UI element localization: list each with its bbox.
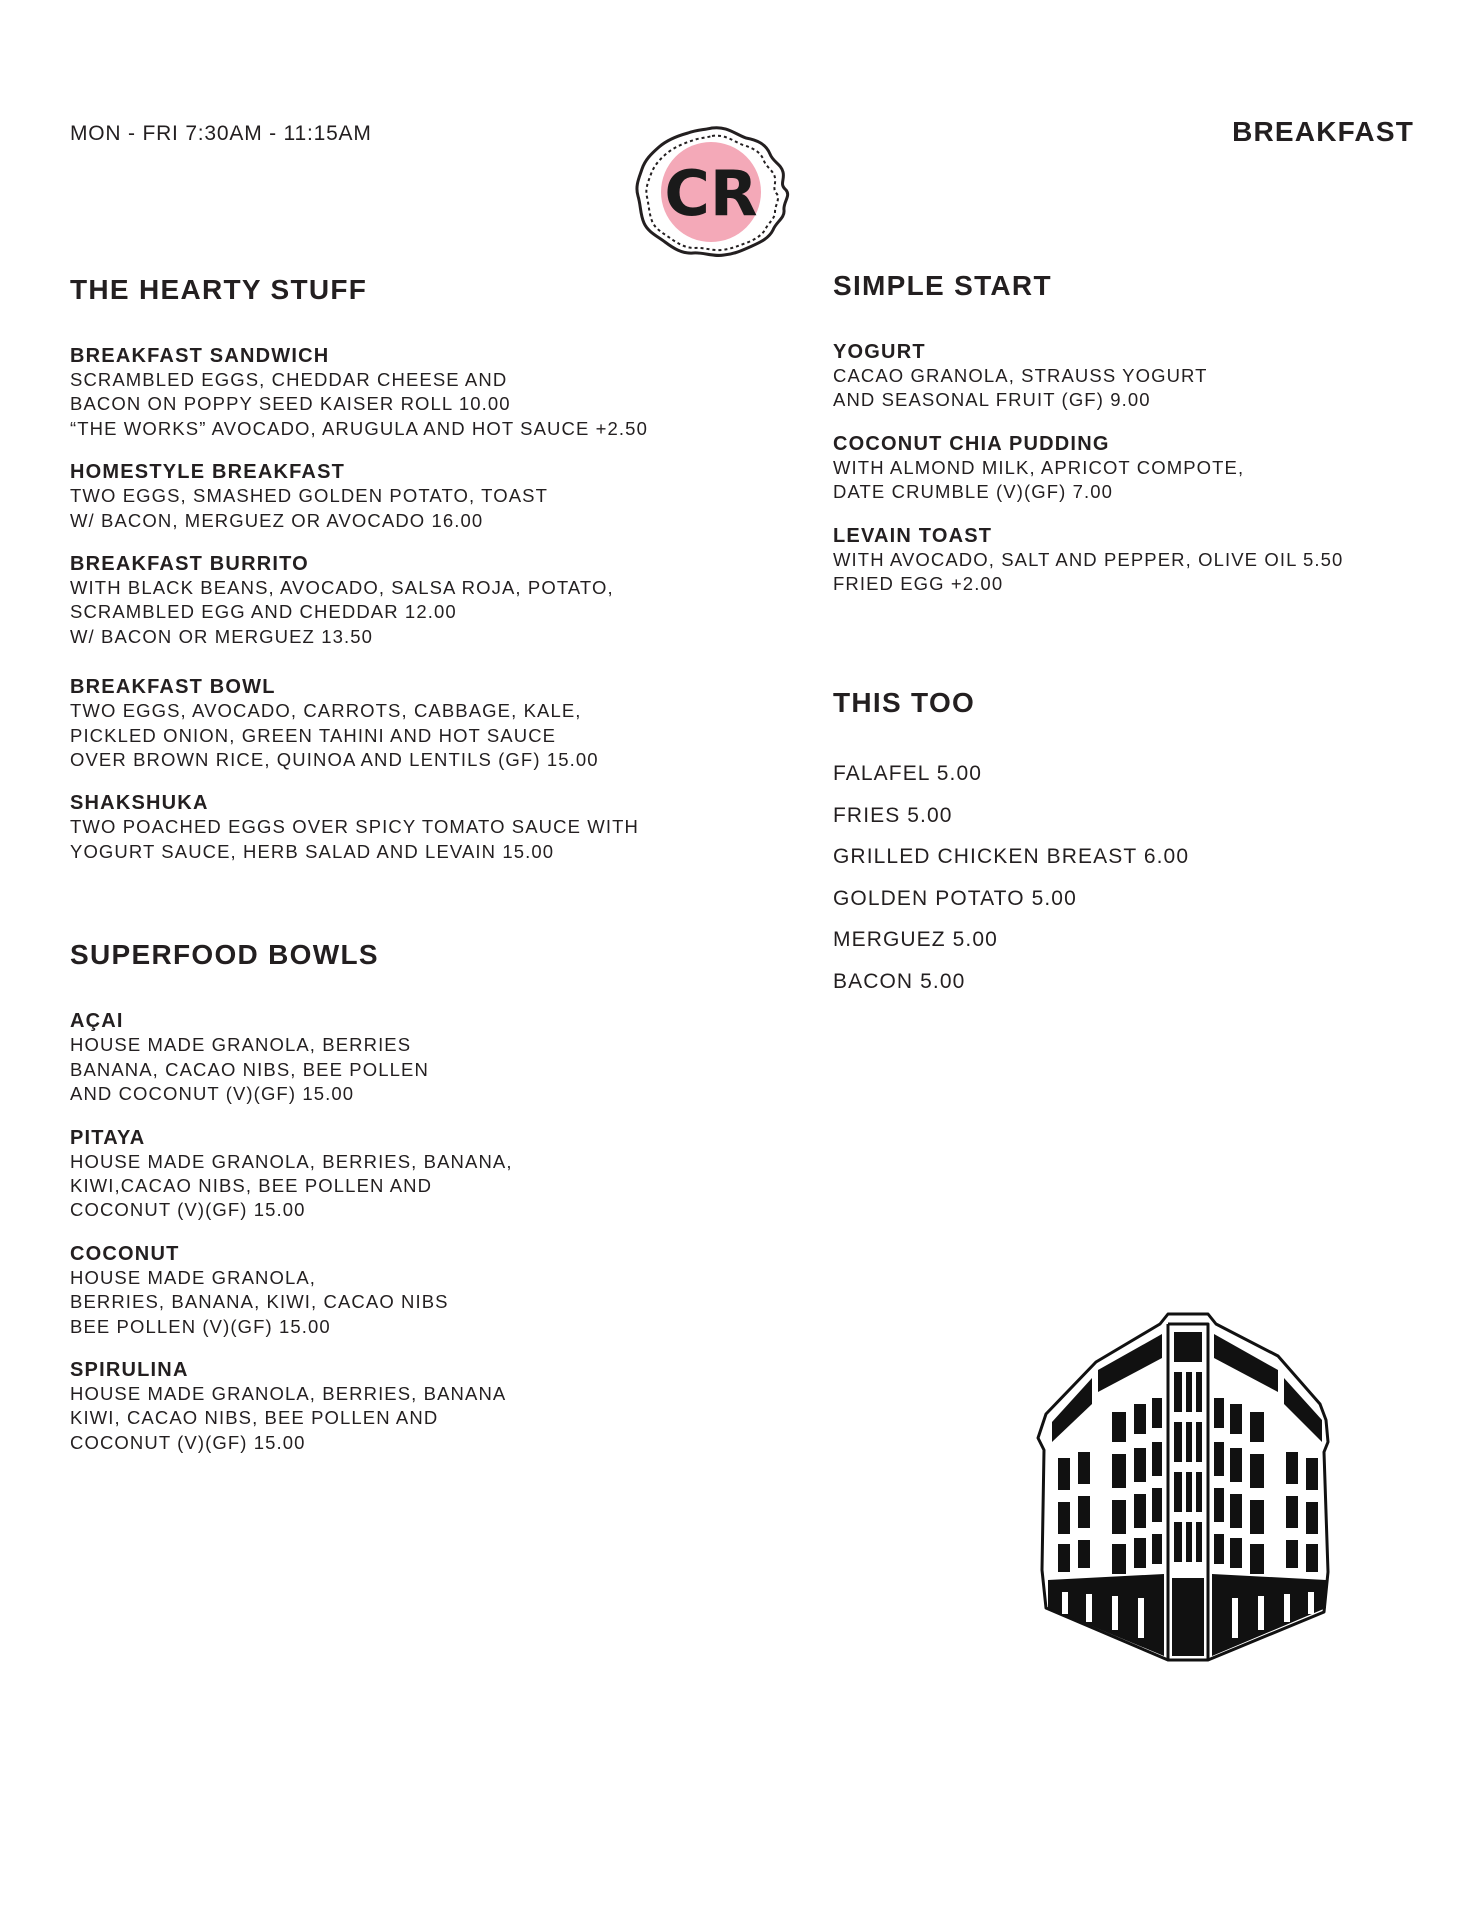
item-name: BREAKFAST BOWL — [70, 676, 276, 699]
item-description: TWO EGGS, SMASHED GOLDEN POTATO, TOAST W/ BACON, MERGUEZ OR AVOCADO 16.00 — [70, 485, 548, 531]
item-description: WITH ALMOND MILK, APRICOT COMPOTE, DATE CRUMBLE (V)(GF) 7.00 — [833, 456, 1245, 503]
menu-item-yogurt — [833, 340, 1433, 413]
item-description: HOUSE MADE GRANOLA, BERRIES BANANA, CACAO NIBS, BEE POLLEN AND COCONUT (V)(GF) 15.00 — [70, 1034, 429, 1105]
item-name: HOMESTYLE BREAKFAST — [70, 461, 346, 484]
hearty-items — [70, 344, 770, 864]
extra-item: GOLDEN POTATO 5.00 — [833, 886, 1077, 910]
item-name: YOGURT — [833, 341, 926, 363]
extras-list — [833, 753, 1433, 1002]
superfood-items — [70, 1009, 770, 1455]
section-title-superfood: SUPERFOOD BOWLS — [70, 939, 379, 971]
menu-item-spirulina — [70, 1358, 770, 1455]
menu-item-breakfast-burrito — [70, 552, 770, 649]
item-description: HOUSE MADE GRANOLA, BERRIES, BANANA, KIWI, CACAO NIBS BEE POLLEN (V)(GF) 15.00 — [70, 1266, 449, 1337]
menu-item-breakfast-bowl — [70, 675, 770, 772]
right-column — [833, 266, 1433, 1002]
item-description: HOUSE MADE GRANOLA, BERRIES, BANANA, KIWI,CACAO NIBS, BEE POLLEN AND COCONUT (V)(GF) 15.00 — [70, 1150, 513, 1221]
menu-item-levain-toast — [833, 524, 1433, 597]
extra-item: FALAFEL 5.00 — [833, 762, 983, 786]
item-name: PITAYA — [70, 1126, 146, 1149]
extra-item: BACON 5.00 — [833, 969, 966, 993]
simple-items — [833, 340, 1433, 596]
item-name: COCONUT — [70, 1242, 180, 1265]
cr-logo — [633, 124, 791, 258]
item-description: WITH BLACK BEANS, AVOCADO, SALSA ROJA, POTATO, SCRAMBLED EGG AND CHEDDAR 12.00 W/ BACON OR MERGUEZ 13.50 — [70, 577, 614, 647]
logo-text: CR — [664, 157, 758, 230]
section-title-simple-start: SIMPLE START — [833, 270, 1052, 301]
section-title-hearty: THE HEARTY STUFF — [70, 274, 368, 305]
item-name: SHAKSHUKA — [70, 792, 209, 815]
item-name: AÇAI — [70, 1010, 124, 1033]
extra-item: FRIES 5.00 — [833, 803, 953, 827]
menu-item-pitaya — [70, 1126, 770, 1223]
extra-item: GRILLED CHICKEN BREAST 6.00 — [833, 845, 1190, 869]
item-description: WITH AVOCADO, SALT AND PEPPER, OLIVE OIL 5.50 FRIED EGG +2.00 — [833, 548, 1344, 595]
item-description: CACAO GRANOLA, STRAUSS YOGURT AND SEASONAL FRUIT (GF) 9.00 — [833, 365, 1208, 411]
service-hours: MON - FRI 7:30AM - 11:15AM — [70, 122, 372, 145]
item-name: COCONUT CHIA PUDDING — [833, 432, 1110, 455]
item-description: TWO POACHED EGGS OVER SPICY TOMATO SAUCE WITH YOGURT SAUCE, HERB SALAD AND LEVAIN 15.00 — [70, 816, 639, 862]
item-description: SCRAMBLED EGGS, CHEDDAR CHEESE AND BACON ON POPPY SEED KAISER ROLL 10.00 “THE WORKS” AVOCADO, ARUGULA AND HOT SAUCE +2.50 — [70, 369, 648, 439]
item-description: HOUSE MADE GRANOLA, BERRIES, BANANA KIWI, CACAO NIBS, BEE POLLEN AND COCONUT (V)(GF) 15.00 — [70, 1382, 507, 1453]
item-name: LEVAIN TOAST — [833, 524, 993, 547]
menu-item-shakshuka — [70, 791, 770, 864]
menu-item-breakfast-sandwich — [70, 344, 770, 441]
item-name: BREAKFAST BURRITO — [70, 553, 309, 576]
menu-item-coconut-chia-pudding — [833, 432, 1433, 505]
menu-item-coconut — [70, 1242, 770, 1339]
section-title-this-too: THIS TOO — [833, 687, 976, 719]
item-name: SPIRULINA — [70, 1358, 189, 1381]
menu-item-homestyle-breakfast — [70, 460, 770, 533]
left-column — [70, 270, 770, 1474]
item-description: TWO EGGS, AVOCADO, CARROTS, CABBAGE, KALE, PICKLED ONION, GREEN TAHINI AND HOT SAUCE OVER BROWN RICE, QUINOA AND LENTILS (GF) 15.00 — [70, 700, 599, 771]
extra-item: MERGUEZ 5.00 — [833, 928, 998, 952]
item-name: BREAKFAST SANDWICH — [70, 345, 330, 367]
meal-title: BREAKFAST — [1232, 116, 1414, 147]
building-illustration — [1028, 1312, 1348, 1672]
menu-item-acai — [70, 1009, 770, 1106]
